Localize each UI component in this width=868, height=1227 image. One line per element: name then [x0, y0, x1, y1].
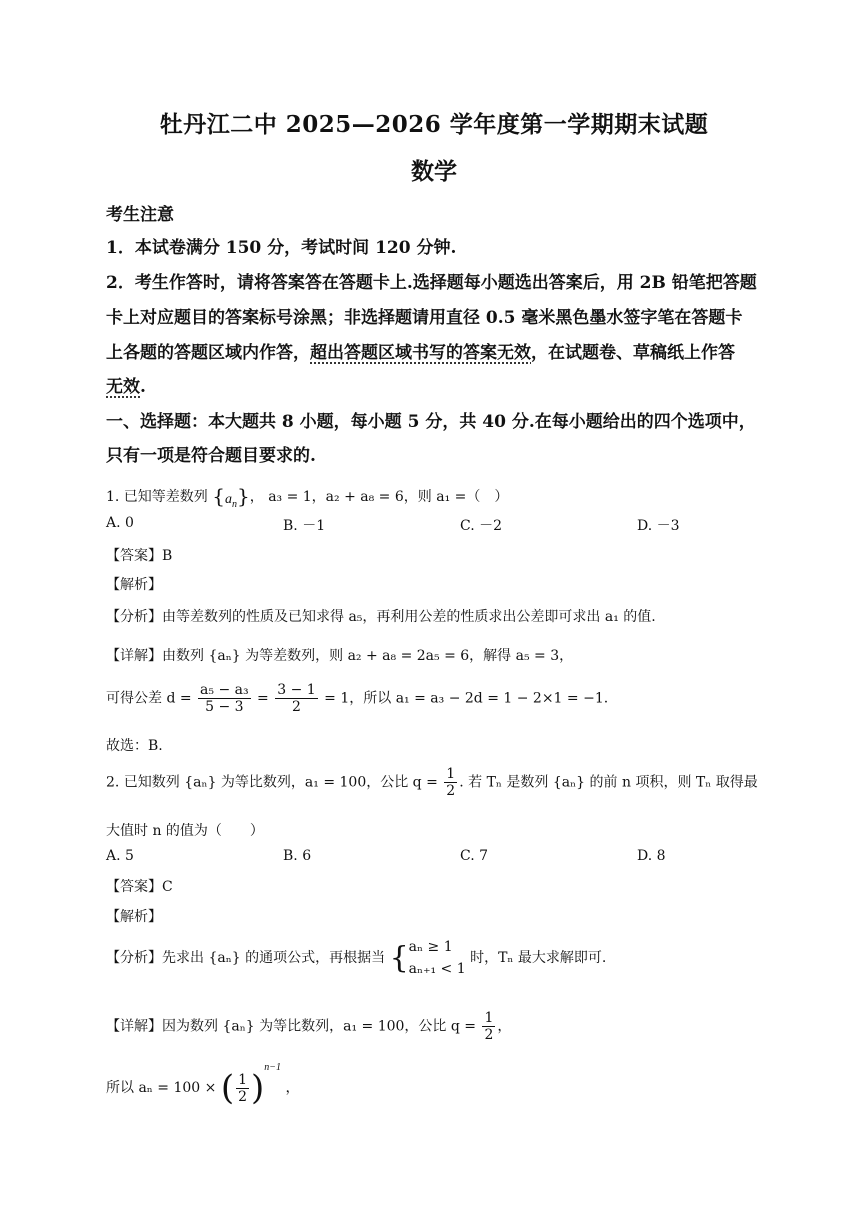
- question-2-lead: 2. 已知数列 {aₙ} 为等比数列，a₁ = 100，公比 q =: [106, 774, 438, 791]
- fraction-1: [198, 682, 251, 715]
- question-1-condition: a₃ = 1，a₂ + a₈ = 6，则 a₁ =（ ）: [268, 488, 509, 505]
- question-2-stem: [106, 766, 758, 799]
- q1-option-b: B. －1: [283, 518, 326, 534]
- q2-option-d: D. 8: [637, 848, 666, 864]
- q2-answer: 【答案】C: [106, 879, 173, 895]
- notice-item-1: 1．本试卷满分 150 分，考试时间 120 分钟.: [106, 238, 457, 258]
- q2-fenxi-lead: 【分析】先求出 {aₙ} 的通项公式，再根据当: [106, 950, 386, 966]
- exam-title: 牡丹江二中 2025—2026 学年度第一学期期末试题: [159, 111, 709, 138]
- notice-item-2-line-3: [106, 338, 735, 363]
- q2-option-c: C. 7: [460, 848, 489, 864]
- fraction-2-numerator: 3 − 1: [277, 682, 316, 698]
- half-denominator: 2: [446, 783, 456, 799]
- half-numerator-3: 1: [238, 1071, 248, 1088]
- notice-text: .: [140, 377, 146, 397]
- half-fraction: [444, 766, 457, 799]
- notice-item-2-line-2: 卡上对应题目的答案标号涂黑；非选择题请用直径 0.5 毫米黑色墨水签字笔在答题卡: [106, 308, 743, 328]
- q1-option-c: C. －2: [460, 518, 503, 534]
- half-fraction-3: [236, 1072, 249, 1105]
- inequality-1: aₙ ≥ 1: [408, 939, 453, 955]
- fraction-2: [275, 682, 317, 715]
- sequence-notation: $\{a_n\}$: [212, 484, 250, 510]
- q1-analysis-label: 【解析】: [106, 577, 162, 593]
- section-1-heading-line-2: 只有一项是符合题目要求的.: [106, 446, 316, 466]
- fraction-1-denominator: 5 − 3: [205, 699, 244, 715]
- system-brace: {: [389, 940, 409, 976]
- q2-formula-lead: 所以 aₙ = 100 ×: [106, 1080, 217, 1096]
- notice-item-2-line-1: 2．考生作答时，请将答案答在答题卡上.选择题每小题选出答案后，用 2B 铅笔把答题: [106, 273, 757, 293]
- question-1-lead: 1. 已知等差数列: [106, 488, 208, 505]
- question-2-stem-line-2: 大值时 n 的值为（ ）: [106, 823, 264, 839]
- exponent: n−1: [264, 1062, 282, 1073]
- notice-emphasis: 无效: [106, 377, 140, 397]
- notice-text: ，在试题卷、草稿纸上作答: [531, 343, 735, 363]
- inequality-system: [409, 936, 466, 980]
- half-numerator: 1: [446, 766, 456, 782]
- q1-option-d: D. －3: [637, 518, 680, 534]
- notice-item-2-line-4: [106, 372, 146, 397]
- q1-detail: 【详解】由数列 {aₙ} 为等差数列，则 a₂ + a₈ = 2a₅ = 6，解得 a₅ = 3，: [106, 648, 574, 664]
- half-denominator-2: 2: [484, 1027, 494, 1043]
- notice-heading: 考生注意: [106, 205, 174, 225]
- paren-open: (: [220, 1068, 235, 1108]
- subject-title: 数学: [411, 158, 457, 185]
- q2-detail-tail: ，: [497, 1018, 512, 1035]
- q2-analysis-label: 【解析】: [106, 909, 162, 925]
- q1-detail-2-tail: = 1，所以 a₁ = a₃ − 2d = 1 − 2×1 = −1.: [324, 690, 609, 707]
- q1-fenxi: 【分析】由等差数列的性质及已知求得 a₅，再利用公差的性质求出公差即可求出 a₁ 的值.: [106, 609, 656, 625]
- half-fraction-2: [482, 1010, 495, 1043]
- q1-detail-2-lead: 可得公差 d =: [106, 690, 192, 707]
- q2-detail: [106, 1010, 511, 1043]
- question-1-stem: 1. 已知等差数列 $\{a_n\}$， a₃ = 1，a₂ + a₈ = 6，则 a₁ =（ ）: [106, 484, 509, 510]
- half-denominator-3: 2: [238, 1088, 248, 1105]
- notice-text: 上各题的答题区域内作答，: [106, 343, 310, 363]
- q2-fenxi-tail: 时，Tₙ 最大求解即可.: [470, 950, 607, 966]
- notice-emphasis: 超出答题区域书写的答案无效: [310, 343, 531, 363]
- q1-choose: 故选：B.: [106, 738, 163, 754]
- q2-fenxi: [106, 936, 606, 980]
- q2-detail-lead: 【详解】因为数列 {aₙ} 为等比数列，a₁ = 100，公比 q =: [106, 1018, 477, 1035]
- q1-option-a: A. 0: [106, 515, 134, 531]
- section-1-heading-line-1: 一、选择题：本大题共 8 小题，每小题 5 分，共 40 分.在每小题给出的四个选项中，: [106, 412, 756, 432]
- q2-option-a: A. 5: [106, 848, 134, 864]
- q1-answer: 【答案】B: [106, 548, 173, 564]
- q2-formula: [106, 1062, 300, 1108]
- inequality-2: aₙ₊₁ < 1: [408, 961, 466, 977]
- fraction-1-numerator: a₅ − a₃: [200, 682, 249, 698]
- fraction-2-denominator: 2: [292, 699, 301, 715]
- q2-option-b: B. 6: [283, 848, 312, 864]
- paren-close: ): [251, 1068, 265, 1108]
- question-2-middle: . 若 Tₙ 是数列 {aₙ} 的前 n 项积，则 Tₙ 取得最: [459, 774, 758, 791]
- half-numerator-2: 1: [484, 1010, 494, 1026]
- q1-detail-2: 可得公差 d = $\frac{\text{a₅ − a₃}}{5 - 3}$ = $\frac{3 - 1}{2}$ = 1，所以 a₁ = a₃ − 2d = 1 − 2×1 = −1.: [106, 682, 609, 715]
- q2-formula-tail: ，: [285, 1080, 300, 1096]
